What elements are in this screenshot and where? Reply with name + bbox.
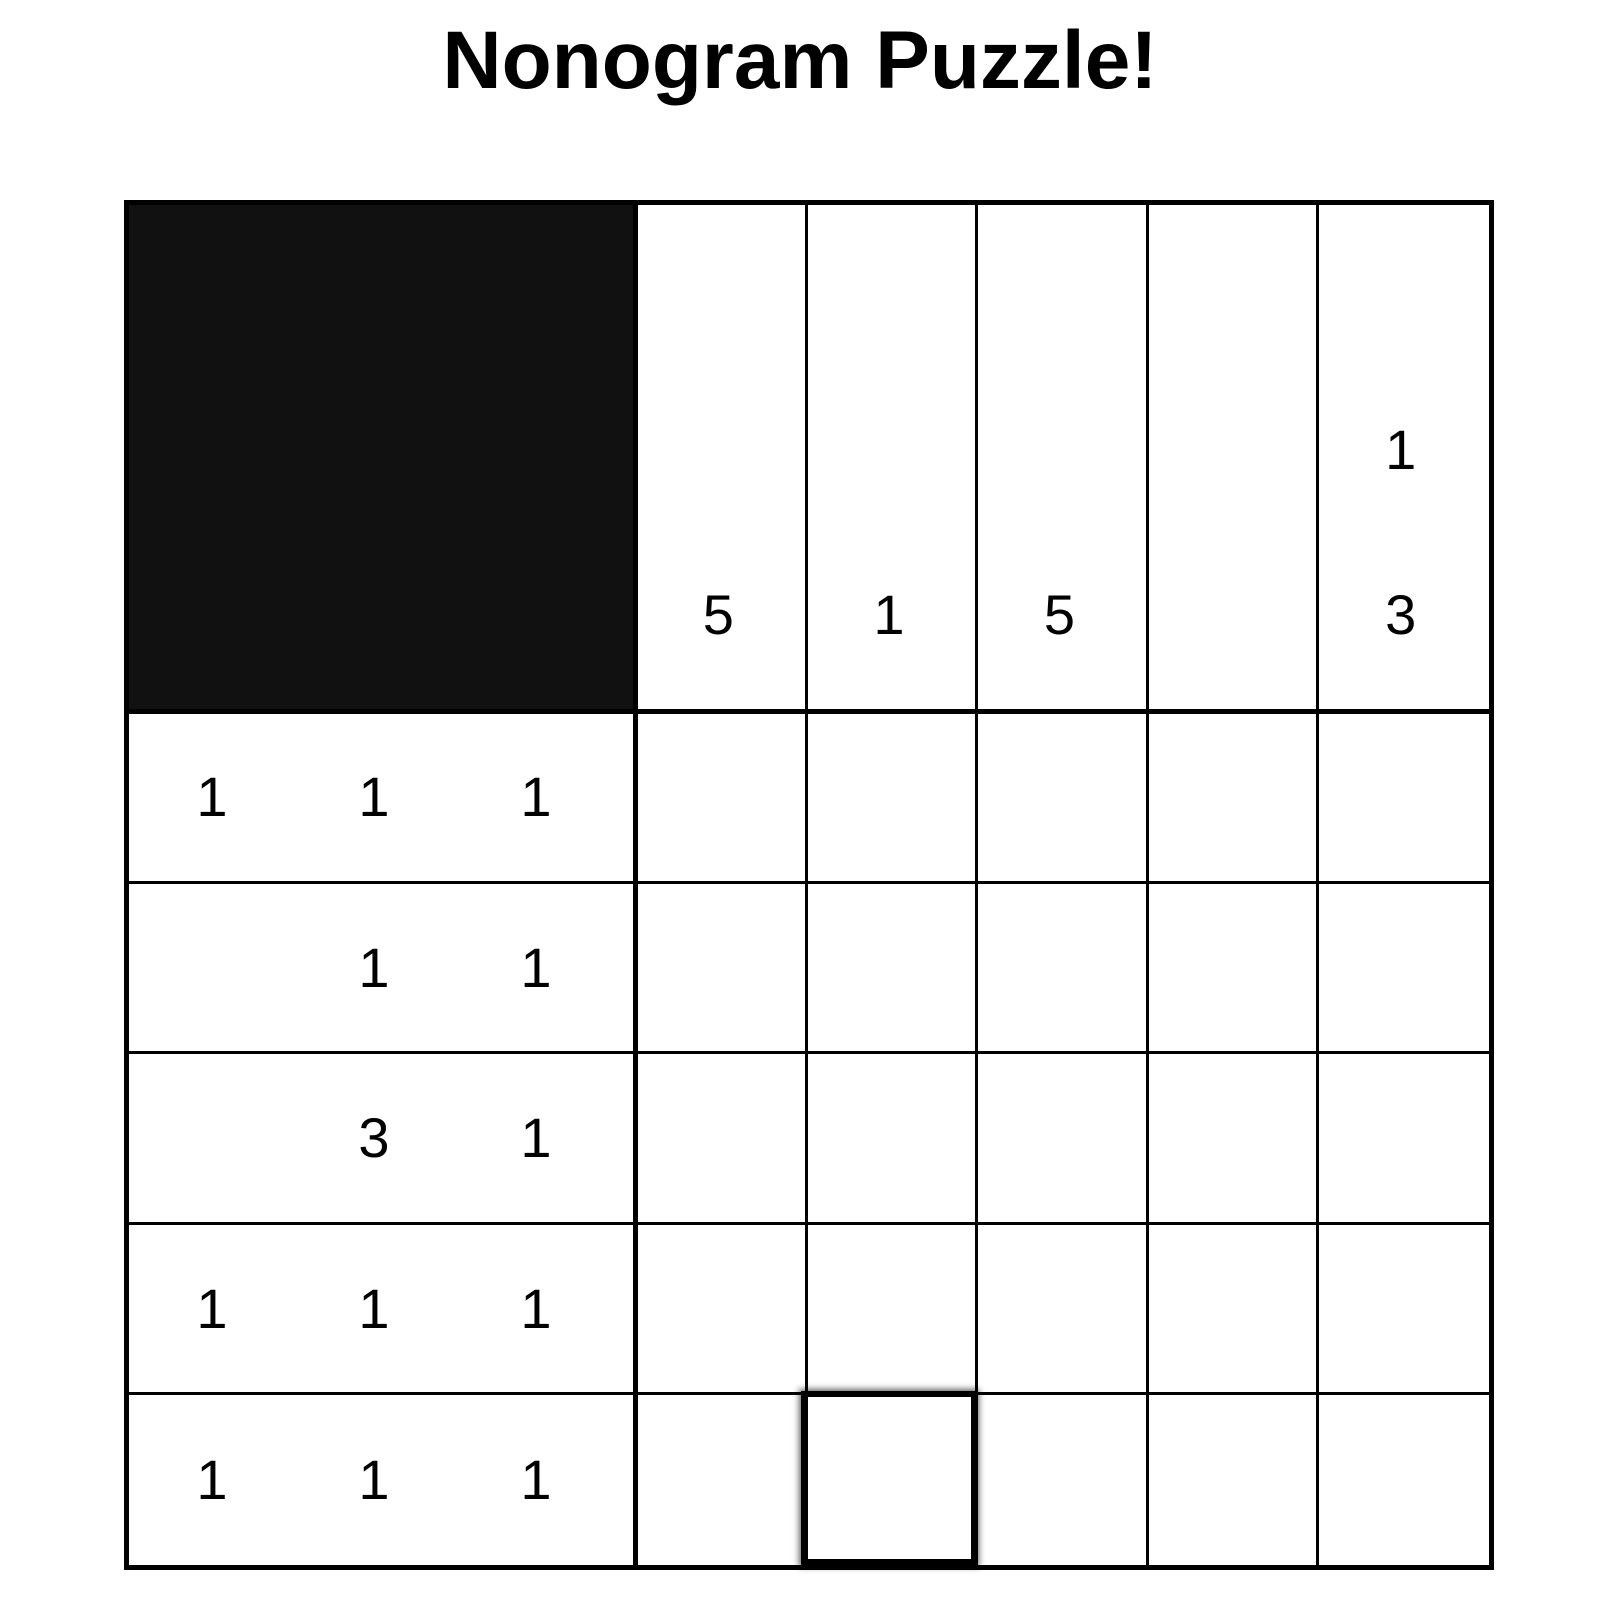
puzzle-cell[interactable] (977, 1053, 1148, 1224)
puzzle-cell[interactable] (807, 712, 978, 883)
puzzle-cell[interactable] (636, 1394, 807, 1565)
puzzle-cell[interactable] (807, 883, 978, 1054)
puzzle-cell[interactable] (1318, 1394, 1489, 1565)
column-clue-3 (977, 205, 1148, 712)
puzzle-cell[interactable] (1318, 883, 1489, 1054)
puzzle-cell[interactable] (1148, 1394, 1319, 1565)
row-clue-5 (129, 1394, 636, 1565)
column-clue-number: 1 (1385, 418, 1417, 481)
row-clue-number: 1 (196, 1277, 228, 1341)
row-clue-3 (129, 1053, 636, 1224)
puzzle-cell[interactable] (807, 1224, 978, 1395)
row-clue-number: 1 (196, 1447, 228, 1511)
puzzle-cell[interactable] (636, 1053, 807, 1224)
puzzle-cell[interactable] (636, 883, 807, 1054)
row-clue-1 (129, 712, 636, 883)
puzzle-cell[interactable] (1318, 712, 1489, 883)
clue-divider-vertical (633, 205, 638, 1565)
row-clue-number: 1 (358, 1277, 390, 1341)
grid-line-vertical (805, 205, 808, 1565)
puzzle-cell[interactable] (977, 883, 1148, 1054)
puzzle-cell[interactable] (807, 1053, 978, 1224)
puzzle-cell[interactable] (1148, 712, 1319, 883)
row-clue-number: 3 (358, 1106, 390, 1170)
puzzle-grid (636, 712, 1489, 1565)
row-clue-number: 1 (358, 935, 390, 999)
puzzle-cell[interactable] (1148, 1053, 1319, 1224)
page-title: Nonogram Puzzle! (442, 15, 1158, 106)
puzzle-cell[interactable] (977, 1394, 1148, 1565)
puzzle-cell[interactable] (977, 1224, 1148, 1395)
puzzle-cell[interactable] (1318, 1224, 1489, 1395)
row-clue-number: 1 (520, 765, 552, 829)
row-clue-number: 1 (520, 1106, 552, 1170)
puzzle-cell[interactable] (1318, 1053, 1489, 1224)
puzzle-cell-selected[interactable] (801, 1391, 978, 1565)
row-clue-number: 1 (520, 1277, 552, 1341)
column-clue-1 (636, 205, 807, 712)
column-clue-number: 1 (873, 583, 905, 646)
puzzle-cell[interactable] (1148, 883, 1319, 1054)
row-clue-number: 1 (520, 1447, 552, 1511)
column-clue-4 (1148, 205, 1319, 712)
grid-line-vertical (1316, 205, 1319, 1565)
grid-line-vertical (1146, 205, 1149, 1565)
column-clue-number: 3 (1385, 583, 1417, 646)
row-clue-4 (129, 1224, 636, 1395)
row-clue-number: 1 (358, 765, 390, 829)
row-clue-2 (129, 883, 636, 1054)
column-clue-number: 5 (1043, 583, 1076, 646)
column-clue-number: 5 (702, 583, 734, 646)
grid-line-horizontal (129, 881, 1489, 884)
column-clue-5 (1318, 205, 1489, 712)
grid-line-horizontal (129, 1051, 1489, 1054)
row-clue-number: 1 (520, 935, 552, 999)
row-clues (129, 712, 636, 1565)
row-clue-number: 1 (358, 1447, 390, 1511)
puzzle-cell[interactable] (636, 1224, 807, 1395)
grid-line-vertical (975, 205, 978, 1565)
column-clue-2 (807, 205, 978, 712)
puzzle-cell[interactable] (977, 712, 1148, 883)
clue-corner-block (129, 205, 636, 712)
clue-divider-horizontal (129, 709, 1489, 714)
grid-line-horizontal (129, 1222, 1489, 1225)
row-clue-number: 1 (196, 765, 228, 829)
puzzle-cell[interactable] (1148, 1224, 1319, 1395)
puzzle-cell[interactable] (636, 712, 807, 883)
nonogram-board (124, 200, 1494, 1570)
column-clues (636, 205, 1489, 712)
